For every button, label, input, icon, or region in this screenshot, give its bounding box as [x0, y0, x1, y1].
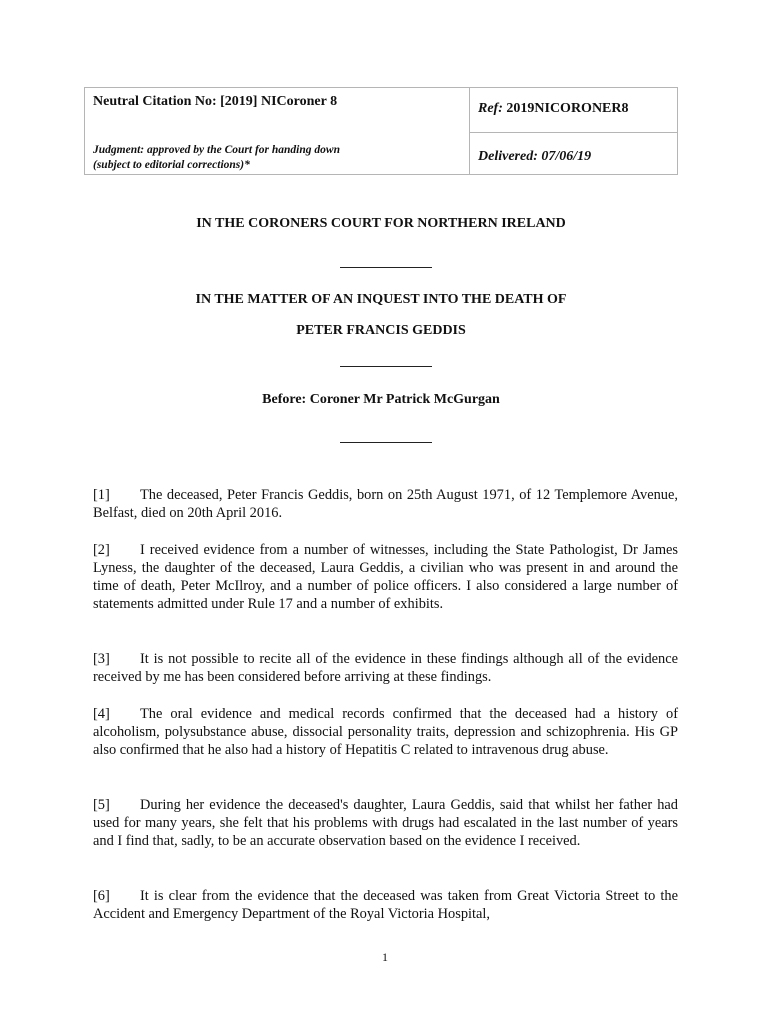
- judgment-note-line-1: Judgment: approved by the Court for handing down: [93, 144, 340, 156]
- paragraph-text: The deceased, Peter Francis Geddis, born on 25th August 1971, of 12 Templemore Avenue, Belfast, died on 20th April 2016.: [93, 487, 678, 521]
- paragraph-number: [6]: [93, 888, 110, 904]
- page-number: 1: [382, 950, 388, 964]
- cell-divider: [470, 132, 677, 133]
- paragraph-1: [93, 486, 678, 522]
- judgment-note: [93, 143, 463, 173]
- paragraph-number: [3]: [93, 651, 110, 667]
- paragraph-text: It is not possible to recite all of the evidence in these findings although all of the evidence received by me has been considered before arriving at these findings.: [93, 651, 678, 685]
- before-coroner: Before: Coroner Mr Patrick McGurgan: [262, 392, 500, 407]
- reference-label: Ref:: [478, 101, 503, 116]
- separator-rule-1: [340, 267, 432, 268]
- reference-cell: [470, 88, 677, 174]
- paragraph-text: I received evidence from a number of witnesses, including the State Pathologist, Dr James Lyness, the daughter of the deceased, Laura Geddis, a civilian who was present in and around the time of death, Peter McIlroy, and a number of police officers. I also considered a large number of statements admitted under Rule 17 and a number of exhibits.: [93, 542, 678, 612]
- paragraph-3: [93, 650, 678, 686]
- paragraph-5: [93, 796, 678, 850]
- citation-cell: [85, 88, 470, 174]
- paragraph-number: [5]: [93, 797, 110, 813]
- paragraph-number: [4]: [93, 706, 110, 722]
- paragraph-number: [1]: [93, 487, 110, 503]
- paragraph-text: The oral evidence and medical records confirmed that the deceased had a history of alcoholism, polysubstance abuse, dissocial personality traits, depression and schizophrenia. His GP also confirmed that he also had a history of Hepatitis C related to intravenous drug abuse.: [93, 706, 678, 758]
- separator-rule-3: [340, 442, 432, 443]
- neutral-citation: Neutral Citation No: [2019] NICoroner 8: [93, 94, 338, 109]
- reference-value: 2019NICORONER8: [502, 101, 629, 116]
- paragraph-text: During her evidence the deceased's daughter, Laura Geddis, said that whilst her father had used for many years, she felt that his problems with drugs had escalated in the last number of years and I find that, sadly, to be an accurate observation based on the evidence I received.: [93, 797, 678, 849]
- matter-title-line-1: IN THE MATTER OF AN INQUEST INTO THE DEATH OF: [195, 292, 567, 307]
- paragraph-text: It is clear from the evidence that the deceased was taken from Great Victoria Street to the Accident and Emergency Department of the Royal Victoria Hospital,: [93, 888, 678, 922]
- judgment-note-line-2: (subject to editorial corrections)*: [93, 159, 250, 171]
- paragraph-4: [93, 705, 678, 759]
- delivered-date: Delivered: 07/06/19: [478, 149, 592, 164]
- paragraph-number: [2]: [93, 542, 110, 558]
- court-title: IN THE CORONERS COURT FOR NORTHERN IRELAND: [196, 216, 566, 231]
- matter-title-line-2: PETER FRANCIS GEDDIS: [296, 323, 466, 338]
- reference: [478, 101, 629, 117]
- citation-header-table: [84, 87, 678, 175]
- separator-rule-2: [340, 366, 432, 367]
- paragraph-6: [93, 887, 678, 923]
- paragraph-2: [93, 541, 678, 613]
